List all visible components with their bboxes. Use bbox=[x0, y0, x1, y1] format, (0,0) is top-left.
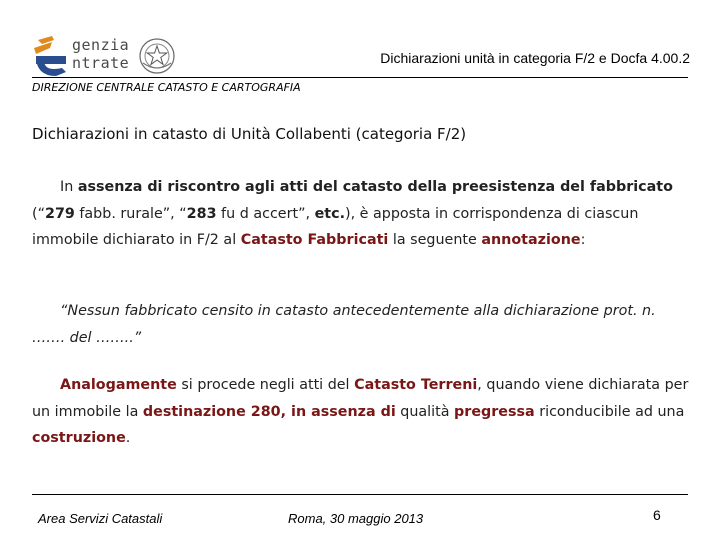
logo-text-genzia: genzia bbox=[72, 36, 130, 54]
paragraph-annotation-quote: “Nessun fabbricato censito in catasto antecedentemente alla dichiarazione prot. n. ……. del ……..” bbox=[32, 303, 656, 346]
department-label: DIREZIONE CENTRALE CATASTO E CARTOGRAFIA bbox=[32, 81, 301, 94]
logo-e-mark-icon bbox=[32, 36, 72, 78]
footer-date: Roma, 30 maggio 2013 bbox=[288, 511, 424, 526]
slide-title: Dichiarazioni in catasto di Unità Collabenti (categoria F/2) bbox=[32, 125, 467, 143]
italian-republic-emblem-icon bbox=[138, 37, 176, 75]
header-title: Dichiarazioni unità in categoria F/2 e Docfa 4.00.2 bbox=[380, 50, 690, 66]
page-number: 6 bbox=[653, 507, 661, 523]
logo-text-ntrate: ntrate bbox=[72, 54, 130, 72]
paragraph-catasto-terreni: Analogamente si procede negli atti del Catasto Terreni, quando viene dichiarata per un immobile la destinazione 280, in assenza di qualità pregressa riconducibile ad una costruzione. bbox=[32, 377, 689, 446]
header-divider bbox=[32, 77, 688, 78]
footer-divider bbox=[32, 494, 688, 495]
paragraph-annotation-rule: In assenza di riscontro agli atti del catasto della preesistenza del fabbricato (“279 fabb. rurale”, “283 fu d accert”, etc.), è apposta in corrispondenza di ciascun immobile dichiarato in F/2 al Catasto Fabbricati la seguente annotazione: bbox=[32, 179, 673, 248]
footer-department: Area Servizi Catastali bbox=[38, 511, 163, 526]
